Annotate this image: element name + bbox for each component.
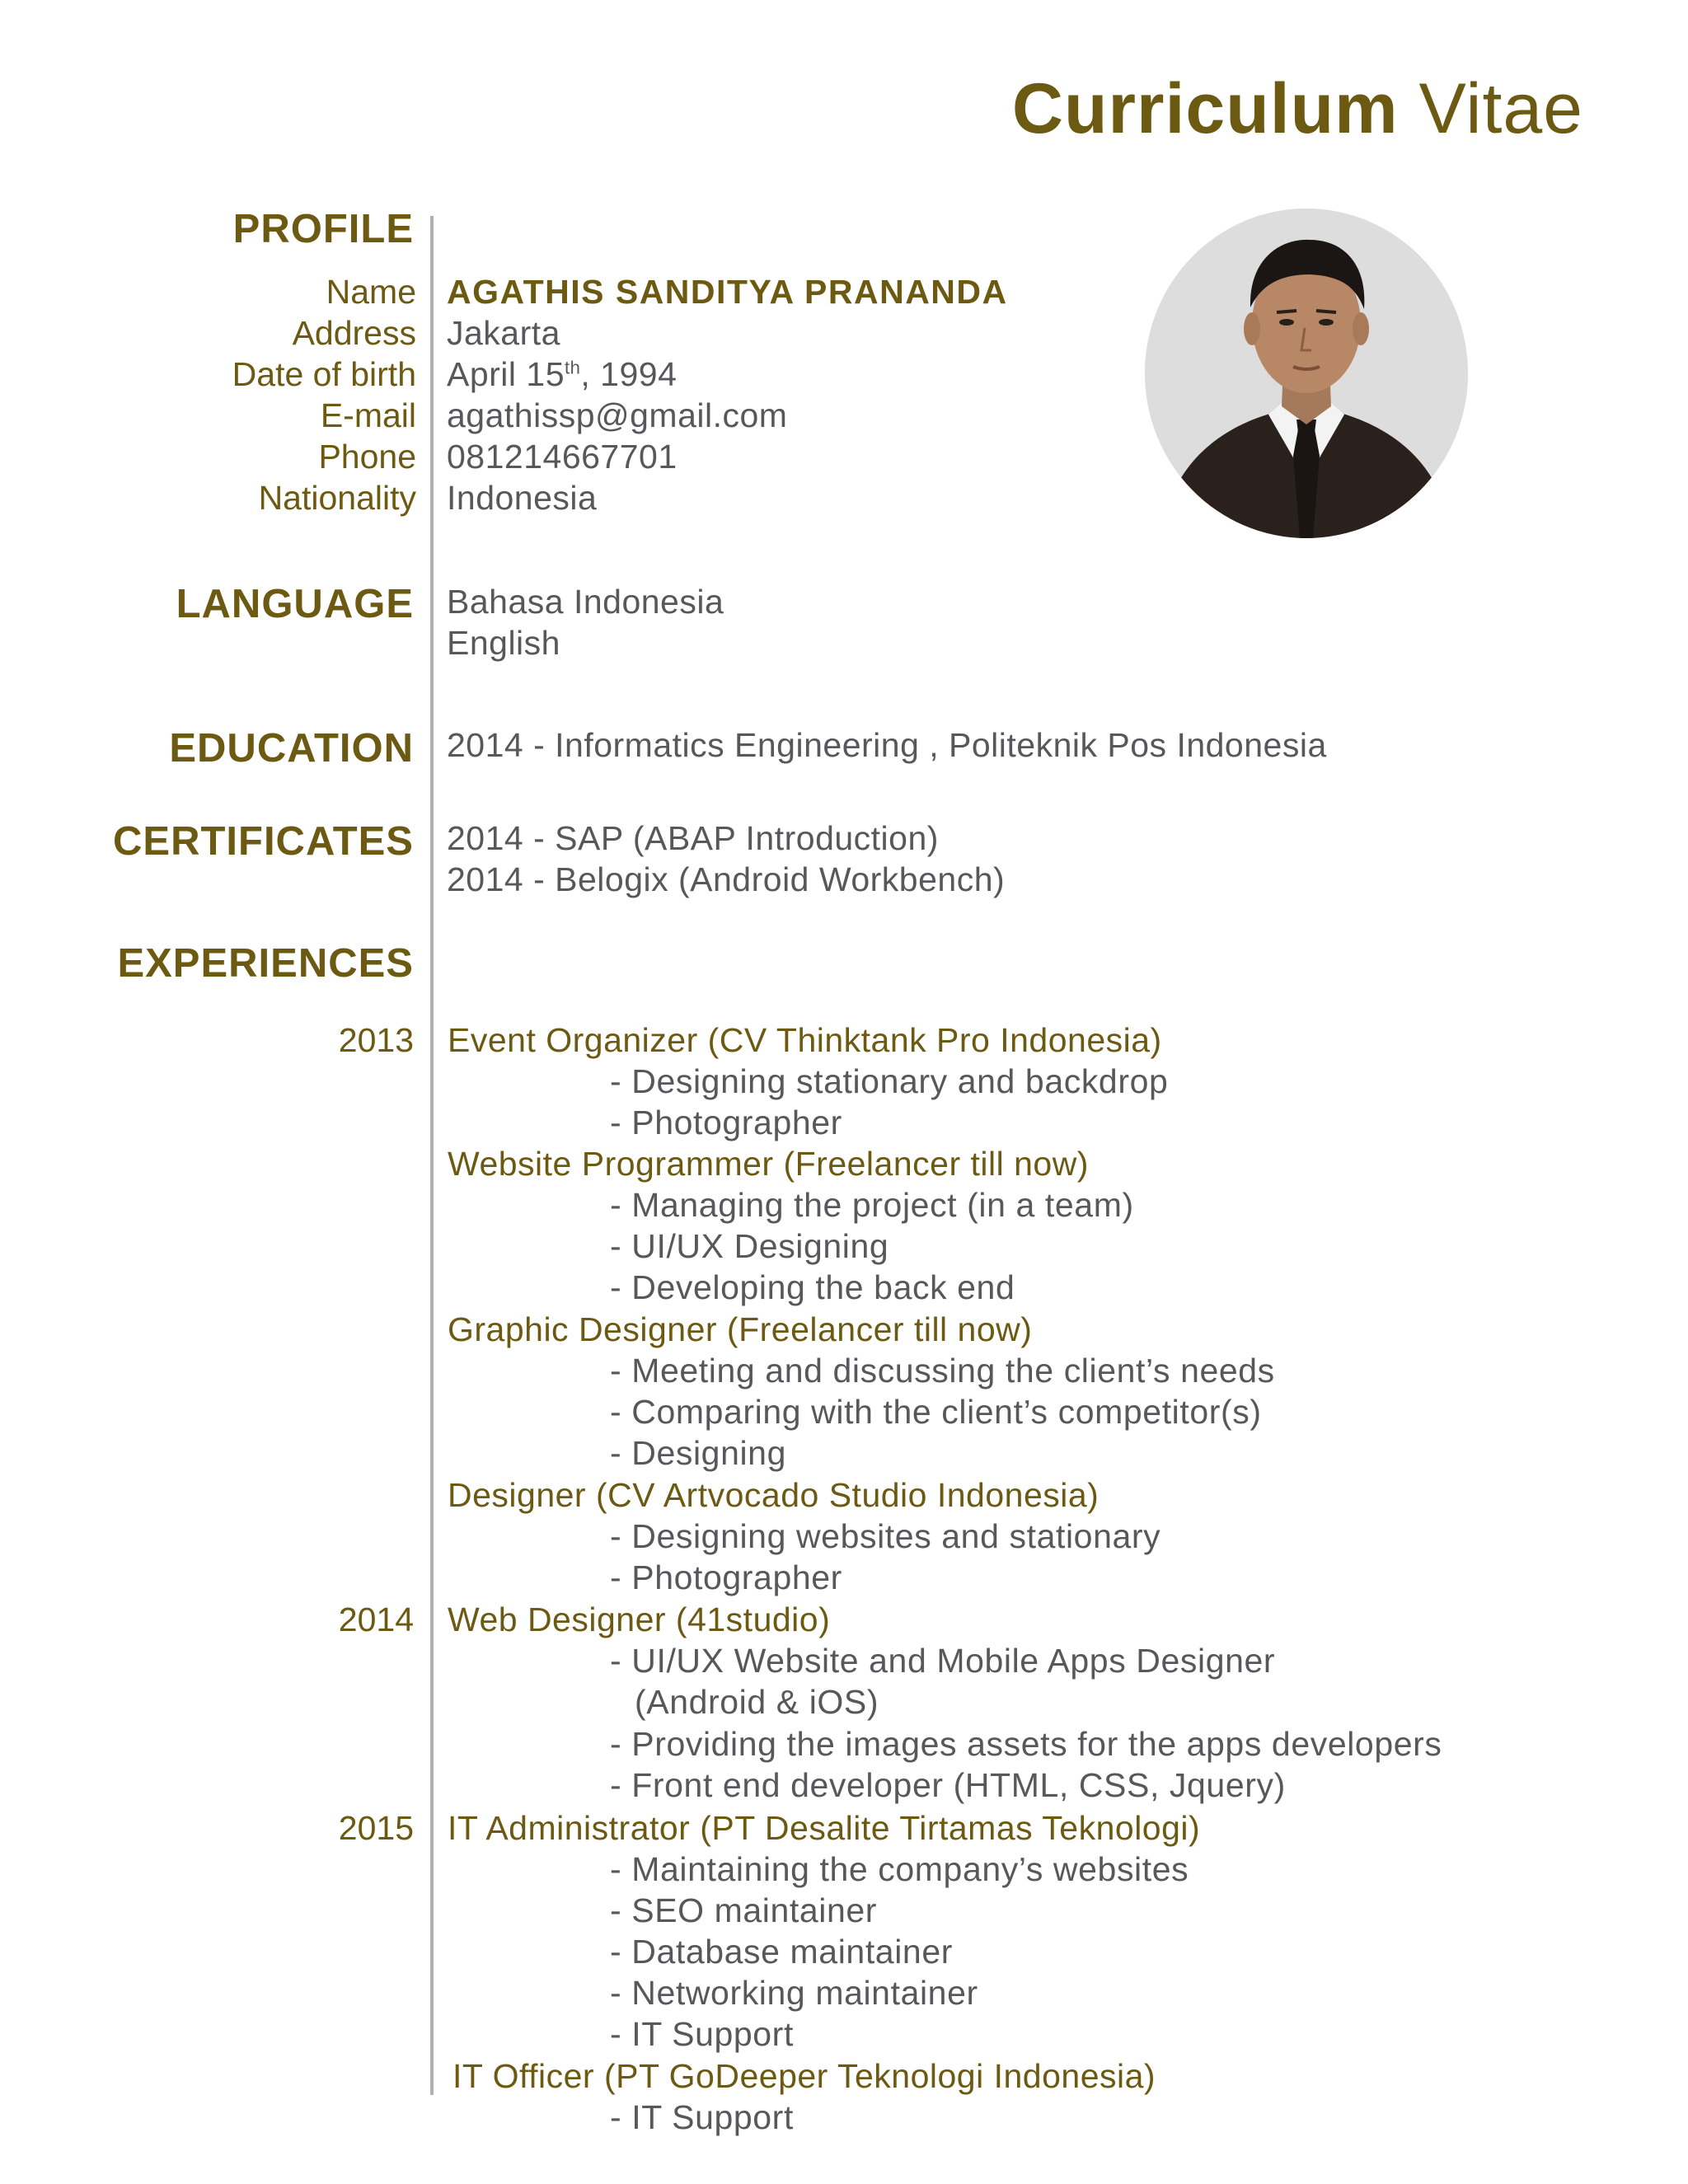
job-title: IT Administrator (PT Desalite Tirtamas Teknologi) (448, 1809, 1201, 1847)
job-task: - Designing (610, 1434, 786, 1472)
nationality-label: Nationality (258, 479, 416, 517)
certificate-item: 2014 - SAP (ABAP Introduction) (447, 819, 939, 857)
phone-label: Phone (318, 438, 416, 476)
email-label: E-mail (320, 396, 416, 434)
job-task: - UI/UX Website and Mobile Apps Designer (610, 1642, 1276, 1680)
name-value: AGATHIS SANDITYA PRANANDA (447, 273, 1008, 311)
job-task: - IT Support (610, 2015, 794, 2053)
job-task: - IT Support (610, 2098, 794, 2136)
certificate-item: 2014 - Belogix (Android Workbench) (447, 860, 1006, 898)
job-task: - UI/UX Designing (610, 1227, 889, 1265)
job-task: - Maintaining the company’s websites (610, 1850, 1189, 1888)
job-task: - Photographer (610, 1558, 842, 1596)
vertical-divider (430, 216, 434, 2095)
job-task: - Developing the back end (610, 1268, 1015, 1306)
profile-photo (1145, 209, 1468, 538)
address-label: Address (292, 314, 416, 352)
experience-year: 2014 (338, 1601, 414, 1638)
dob-prefix: April 15 (447, 355, 565, 393)
job-task: - Designing stationary and backdrop (610, 1062, 1169, 1100)
language-item: English (447, 624, 560, 662)
job-task: - Managing the project (in a team) (610, 1186, 1134, 1224)
job-title: IT Officer (PT GoDeeper Teknologi Indonesia) (452, 2057, 1156, 2095)
address-value: Jakarta (447, 314, 560, 352)
dob-label: Date of birth (232, 355, 416, 393)
nationality-value: Indonesia (447, 479, 598, 517)
language-heading: LANGUAGE (176, 582, 414, 626)
certificates-heading: CERTIFICATES (113, 819, 414, 864)
job-task: - Front end developer (HTML, CSS, Jquery) (610, 1766, 1286, 1804)
experiences-heading: EXPERIENCES (117, 941, 414, 986)
job-task: - SEO maintainer (610, 1891, 878, 1929)
title-bold: Curriculum (1011, 69, 1399, 148)
job-task: - Meeting and discussing the client’s needs (610, 1352, 1275, 1390)
profile-heading: PROFILE (232, 207, 414, 251)
education-heading: EDUCATION (169, 726, 414, 771)
job-task: - Networking maintainer (610, 1974, 978, 2012)
job-title: Event Organizer (CV Thinktank Pro Indonesia) (448, 1021, 1162, 1059)
job-title: Graphic Designer (Freelancer till now) (448, 1310, 1033, 1348)
language-item: Bahasa Indonesia (447, 583, 724, 621)
email-value: agathissp@gmail.com (447, 396, 788, 434)
experience-year: 2013 (338, 1021, 414, 1059)
phone-value: 081214667701 (447, 438, 678, 476)
experience-year: 2015 (338, 1809, 414, 1847)
job-task: - Database maintainer (610, 1933, 953, 1971)
page-title (1012, 68, 1583, 150)
dob-suffix: , 1994 (580, 355, 678, 393)
job-task: - Comparing with the client’s competitor(s) (610, 1393, 1262, 1431)
education-item: 2014 - Informatics Engineering , Politeknik Pos Indonesia (447, 726, 1327, 764)
job-title: Website Programmer (Freelancer till now) (448, 1145, 1089, 1183)
job-task: - Providing the images assets for the apps developers (610, 1725, 1442, 1763)
job-task: (Android & iOS) (635, 1683, 879, 1721)
title-light: Vitae (1418, 69, 1583, 148)
job-title: Web Designer (41studio) (448, 1601, 831, 1638)
dob-ordinal: th (565, 357, 581, 378)
name-label: Name (326, 273, 416, 311)
job-task: - Designing websites and stationary (610, 1517, 1161, 1555)
job-task: - Photographer (610, 1104, 842, 1141)
dob-value (447, 354, 677, 395)
job-title: Designer (CV Artvocado Studio Indonesia) (448, 1476, 1100, 1514)
